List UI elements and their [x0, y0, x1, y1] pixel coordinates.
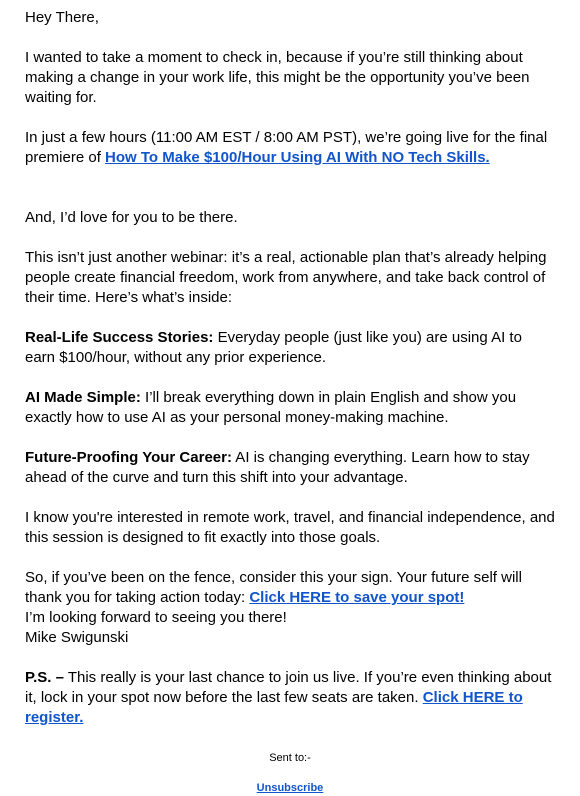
cta-text: So, if you’ve been on the fence, consider this your sign. Your future self will thank you for taking action today: — [25, 569, 522, 606]
intro-paragraph: I wanted to take a moment to check in, because if you’re still thinking about making a change in your work life, this might be the opportunity you’ve been waiting for. — [25, 49, 530, 106]
webinar-title-link[interactable]: How To Make $100/Hour Using AI With NO Tech Skills. — [105, 149, 490, 166]
invite-paragraph: And, I’d love for you to be there. — [25, 209, 238, 226]
feature-success-stories — [25, 328, 555, 368]
feature-future-proofing — [25, 448, 555, 488]
greeting: Hey There, — [25, 9, 99, 26]
feature-title: Real-Life Success Stories: — [25, 329, 214, 346]
ps-paragraph — [25, 668, 555, 728]
pitch-paragraph: This isn’t just another webinar: it’s a real, actionable plan that’s already helping people create financial freedom, work from anywhere, and take back control of their time. Here’s what’s inside: — [25, 249, 547, 306]
spacer — [25, 188, 555, 208]
closing-line: I’m looking forward to seeing you there! — [25, 609, 287, 626]
feature-text: I’ll break everything down in plain English and show you exactly how to use AI as your personal money-making machine. — [25, 389, 517, 426]
save-spot-link[interactable]: Click HERE to save your spot! — [249, 589, 465, 606]
unsubscribe-link[interactable]: Unsubscribe — [256, 782, 324, 794]
feature-text: AI is changing everything. Learn how to stay ahead of the curve and turn this shift into your advantage. — [25, 449, 530, 486]
feature-title: AI Made Simple: — [25, 389, 141, 406]
premiere-paragraph — [25, 128, 555, 168]
interest-paragraph: I know you're interested in remote work, travel, and financial independence, and this session is designed to fit exactly into those goals. — [25, 509, 555, 546]
feature-ai-made-simple — [25, 388, 555, 428]
ps-text: This really is your last chance to join us live. If you’re even thinking about it, lock in your spot now before the last few seats are taken. — [25, 669, 552, 706]
spacer — [25, 168, 555, 188]
register-link[interactable]: Click HERE to register. — [25, 689, 523, 726]
feature-title: Future-Proofing Your Career: — [25, 449, 232, 466]
cta-paragraph — [25, 568, 555, 608]
signature: Mike Swigunski — [25, 629, 129, 646]
sent-to-label: Sent to:- — [269, 752, 311, 764]
premiere-text: In just a few hours (11:00 AM EST / 8:00 AM PST), we’re going live for the final premiere of — [25, 129, 548, 166]
feature-text: Everyday people (just like you) are using AI to earn $100/hour, without any prior experience. — [25, 329, 522, 366]
ps-label: P.S. – — [25, 669, 64, 686]
